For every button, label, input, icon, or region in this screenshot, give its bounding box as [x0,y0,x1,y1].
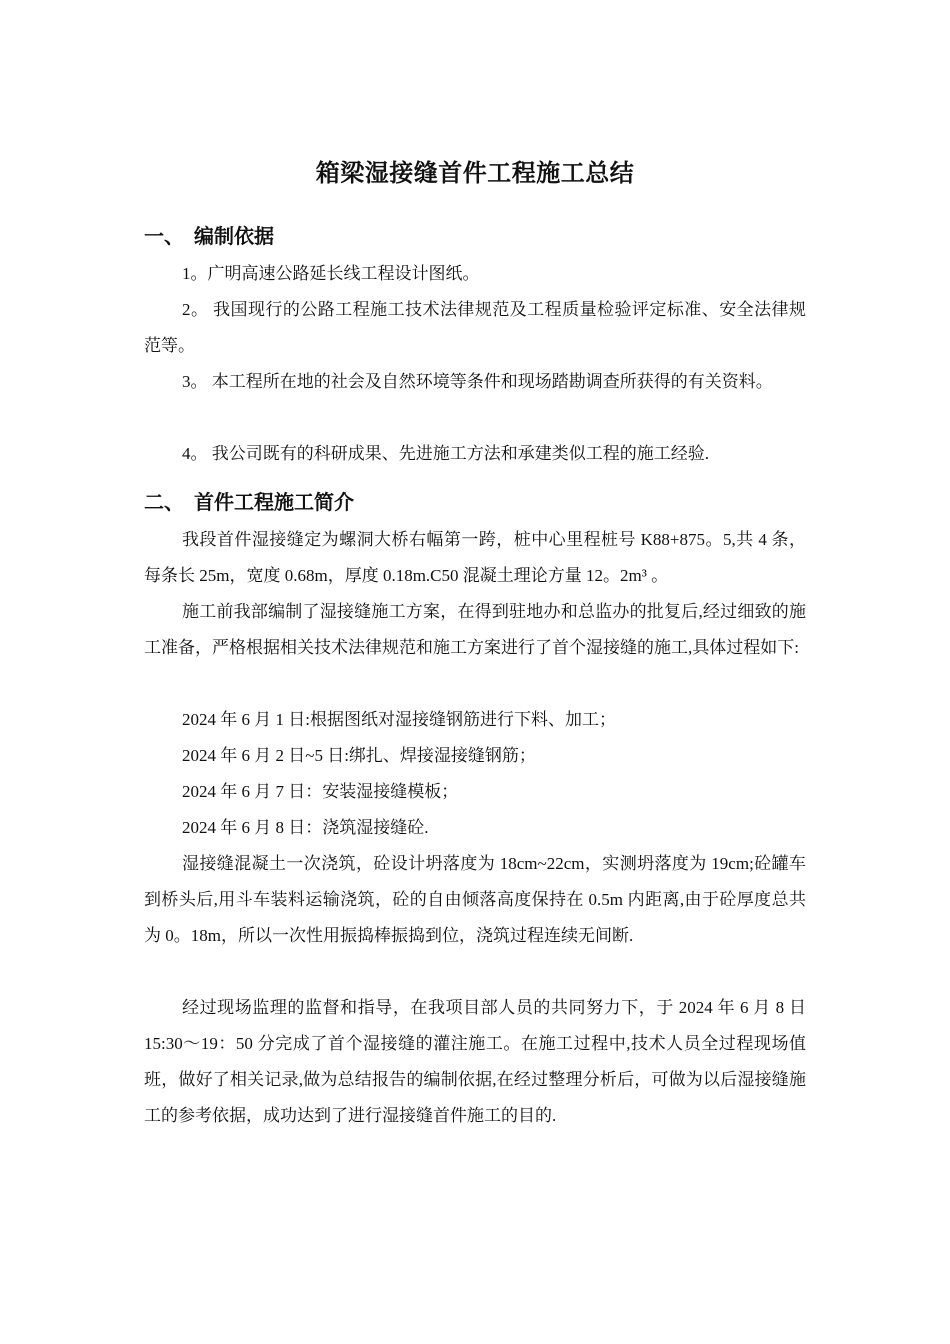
section-heading-1 [144,222,274,252]
paragraph-2-7: 湿接缝混凝土一次浇筑，砼设计坍落度为 18cm~22cm，实测坍落度为 19cm;砼罐车到桥头后,用斗车装料运输浇筑，砼的自由倾落高度保持在 0.5m 内距离,由于砼厚度总共为 0。18m，所以一次性用振捣棒振捣到位，浇筑过程连续无间断. [144,854,806,945]
section-number-2: 二、 [144,492,184,514]
paragraph-2-6: 2024 年 6 月 8 日：浇筑湿接缝砼. [182,818,429,837]
section-heading-2 [144,488,354,518]
paragraph-2-3: 2024 年 6 月 1 日:根据图纸对湿接缝钢筋进行下料、加工； [182,710,616,729]
paragraph-2-4: 2024 年 6 月 2 日~5 日:绑扎、焊接湿接缝钢筋； [182,746,536,765]
paragraph-1-3: 3。 本工程所在地的社会及自然环境等条件和现场踏勘调查所获得的有关资料。 [182,372,773,391]
section-title-1: 编制依据 [194,226,274,248]
paragraph-1-4: 4。 我公司既有的科研成果、先进施工方法和承建类似工程的施工经验. [182,444,709,463]
section-title-2: 首件工程施工简介 [194,492,354,514]
paragraph-2-2: 施工前我部编制了湿接缝施工方案，在得到驻地办和总监办的批复后,经过细致的施工准备，严格根据相关技术法律规范和施工方案进行了首个湿接缝的施工,具体过程如下: [144,602,806,657]
paragraph-1-2: 2。 我国现行的公路工程施工技术法律规范及工程质量检验评定标准、安全法律规范等。 [144,300,806,355]
paragraph-1-1: 1。广明高速公路延长线工程设计图纸。 [182,264,480,283]
document-title: 箱梁湿接缝首件工程施工总结 [315,161,635,187]
paragraph-2-5: 2024 年 6 月 7 日：安装湿接缝模板； [182,782,459,801]
section-number-1: 一、 [144,226,184,248]
paragraph-2-1: 我段首件湿接缝定为螺洞大桥右幅第一跨，桩中心里程桩号 K88+875。5,共 4 条，每条长 25m，宽度 0.68m，厚度 0.18m.C50 混凝土理论方量 12。2m³ 。 [144,530,806,585]
paragraph-2-8: 经过现场监理的监督和指导，在我项目部人员的共同努力下，于 2024 年 6 月 8 日 15:30～19：50 分完成了首个湿接缝的灌注施工。在施工过程中,技术人员全过程现场值班，做好了相关记录,做为总结报告的编制依据,在经过整理分析后，可做为以后湿接缝施工的参考依据，成功达到了进行湿接缝首件施工的目的. [144,998,806,1125]
